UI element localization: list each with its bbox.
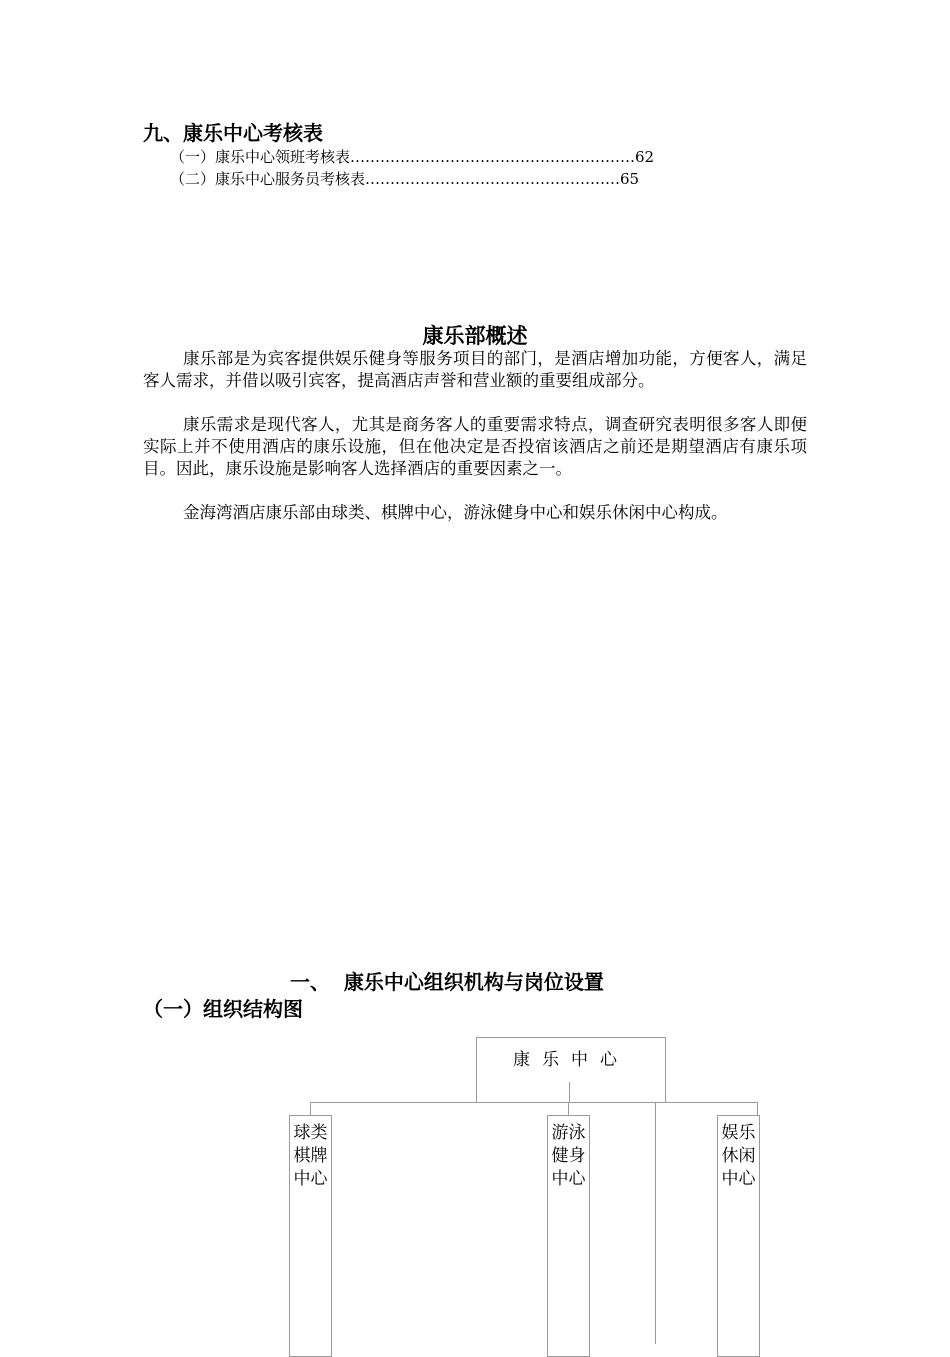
toc-item-1: （一）康乐中心领班考核表…………………………………………………62	[170, 148, 655, 166]
toc-item-2: （二）康乐中心服务员考核表……………………………………………65	[170, 170, 640, 188]
org-child-swim-fitness	[547, 1115, 590, 1357]
org-child-ball-chess	[289, 1115, 332, 1357]
overview-paragraph-3: 金海湾酒店康乐部由球类、棋牌中心，游泳健身中心和娱乐休闲中心构成。	[183, 503, 728, 522]
org-child-entertainment	[717, 1115, 760, 1357]
org-connector-mid	[568, 1102, 569, 1115]
org-root-label: 康乐中心	[513, 1050, 629, 1070]
org-connector-left	[310, 1102, 311, 1115]
org-connector-extra	[655, 1102, 656, 1344]
org-connector-root	[569, 1082, 570, 1102]
overview-title: 康乐部概述	[422, 323, 528, 348]
org-child-label: 游泳健身中心	[551, 1123, 586, 1189]
section-heading: 一、 康乐中心组织机构与岗位设置	[290, 970, 604, 994]
org-connector-horizontal	[310, 1102, 758, 1103]
toc-heading: 九、康乐中心考核表	[143, 121, 323, 145]
org-chart-subheading: （一）组织结构图	[143, 997, 303, 1021]
org-root-box	[476, 1037, 666, 1103]
overview-paragraph-1: 康乐部是为宾客提供娱乐健身等服务项目的部门，是酒店增加功能，方便客人，满足客人需求，并借以吸引宾客，提高酒店声誉和营业额的重要组成部分。	[143, 349, 807, 390]
overview-paragraph-2: 康乐需求是现代客人，尤其是商务客人的重要需求特点，调查研究表明很多客人即便实际上并不使用酒店的康乐设施，但在他决定是否投宿该酒店之前还是期望酒店有康乐项目。因此，康乐设施是影响客人选择酒店的重要因素之一。	[143, 415, 807, 478]
org-child-label: 球类棋牌中心	[293, 1123, 328, 1189]
org-child-label: 娱乐休闲中心	[721, 1123, 756, 1189]
